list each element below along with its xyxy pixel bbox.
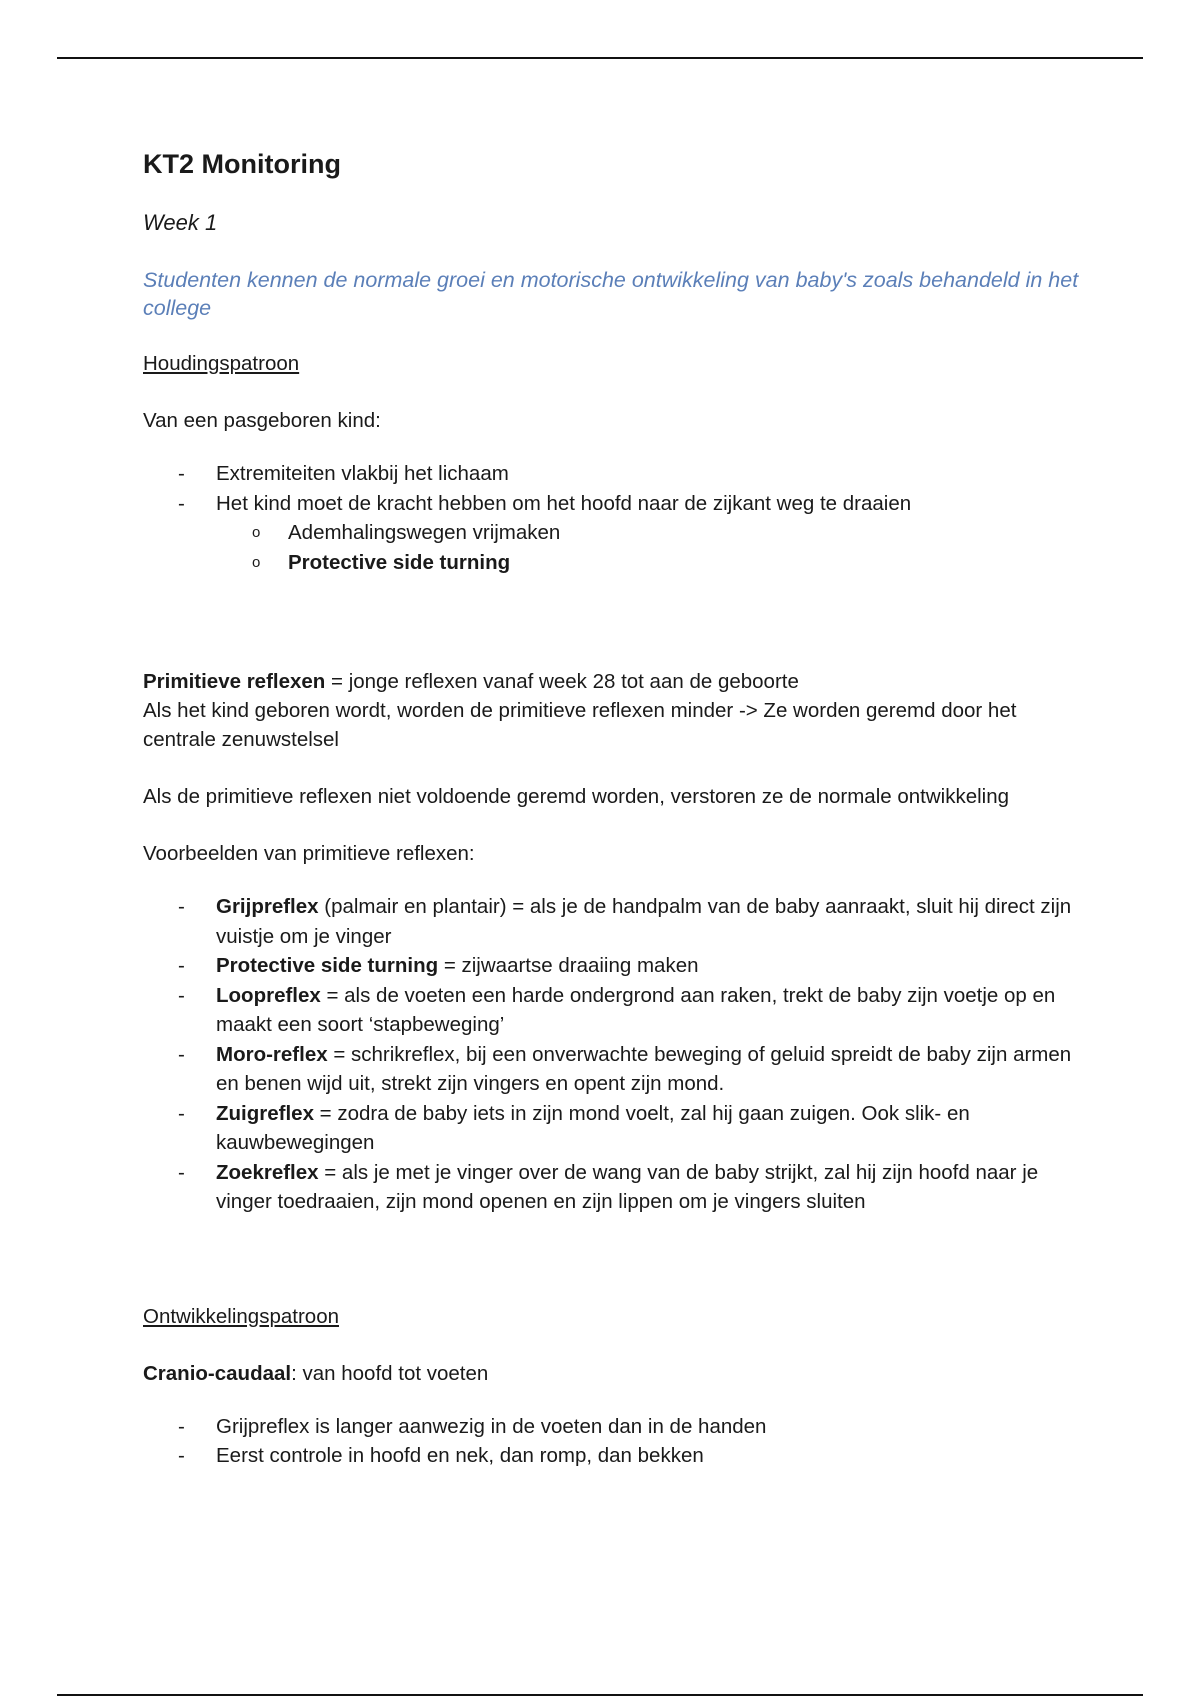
houding-intro: Van een pasgeboren kind: xyxy=(143,409,381,432)
reflex-examples-list xyxy=(143,892,1083,1217)
ontwikkeling-definition: Cranio-caudaal: van hoofd tot voeten xyxy=(143,1361,489,1385)
dash-bullet: - xyxy=(178,1101,185,1125)
section-heading-ontwikkeling: Ontwikkelingspatroon xyxy=(143,1304,339,1328)
dash-bullet: - xyxy=(178,1042,185,1066)
learning-goal: Studenten kennen de normale groei en motorische ontwikkeling van baby's zoals behandeld in het college xyxy=(143,268,1079,320)
dash-bullet: - xyxy=(178,983,185,1007)
dash-bullet: - xyxy=(178,462,185,485)
list-item: - Moro-reflex = schrikreflex, bij een onverwachte beweging of geluid spreidt de baby zijn armen en benen wijd uit, strekt zijn vingers en opent zijn mond. xyxy=(143,1040,1083,1099)
bottom-rule xyxy=(57,1694,1143,1696)
reflexen-para2: Als de primitieve reflexen niet voldoende geremd worden, verstoren ze de normale ontwikkeling xyxy=(143,785,1010,808)
circle-bullet: o xyxy=(252,524,261,541)
dash-bullet: - xyxy=(178,1160,185,1184)
list-item: - Zuigreflex = zodra de baby iets in zijn mond voelt, zal hij gaan zuigen. Ook slik- en kauwbewegingen xyxy=(143,1099,1083,1158)
dash-bullet: - xyxy=(178,491,185,515)
list-item: - Het kind moet de kracht hebben om het hoofd naar de zijkant weg te draaien o Ademhalingswegen vrijmaken o Protective side turning xyxy=(143,489,1083,578)
dash-bullet: - xyxy=(178,954,185,977)
examples-intro: Voorbeelden van primitieve reflexen: xyxy=(143,842,475,865)
houding-list xyxy=(143,459,1083,577)
week-label: Week 1 xyxy=(143,210,218,235)
list-item: - Grijpreflex (palmair en plantair) = als je de handpalm van de baby aanraakt, sluit hij direct zijn vuistje om je vinger xyxy=(143,892,1083,951)
reflexen-definition: Primitieve reflexen = jonge reflexen vanaf week 28 tot aan de geboorte xyxy=(143,670,799,693)
page-title: KT2 Monitoring xyxy=(143,149,341,179)
list-item: - Protective side turning = zijwaartse draaiing maken xyxy=(143,951,1083,981)
circle-bullet: o xyxy=(252,553,261,571)
list-item: - Zoekreflex = als je met je vinger over de wang van de baby strijkt, zal hij zijn hoofd naar je vinger toedraaien, zijn mond openen en zijn lippen om je vingers sluiten xyxy=(143,1158,1083,1217)
list-item: - Eerst controle in hoofd en nek, dan romp, dan bekken xyxy=(143,1441,1083,1471)
document-page xyxy=(143,146,1083,1471)
houding-sublist xyxy=(216,518,1083,577)
section-heading-houding: Houdingspatroon xyxy=(143,352,300,375)
sub-list-item: o Protective side turning xyxy=(216,548,1083,578)
top-rule xyxy=(57,57,1143,59)
reflexen-line2: Als het kind geboren wordt, worden de primitieve reflexen minder -> Ze worden geremd door het centrale zenuwstelsel xyxy=(143,699,1017,751)
list-item: - Loopreflex = als de voeten een harde ondergrond aan raken, trekt de baby zijn voetje op en maakt een soort ‘stapbeweging’ xyxy=(143,981,1083,1040)
list-item: - Extremiteiten vlakbij het lichaam xyxy=(143,459,1083,489)
sub-list-item: o Ademhalingswegen vrijmaken xyxy=(216,518,1083,548)
ontwikkeling-list xyxy=(143,1412,1083,1471)
list-item: - Grijpreflex is langer aanwezig in de voeten dan in de handen xyxy=(143,1412,1083,1442)
dash-bullet: - xyxy=(178,895,185,918)
dash-bullet: - xyxy=(178,1414,185,1438)
dash-bullet: - xyxy=(178,1444,185,1467)
